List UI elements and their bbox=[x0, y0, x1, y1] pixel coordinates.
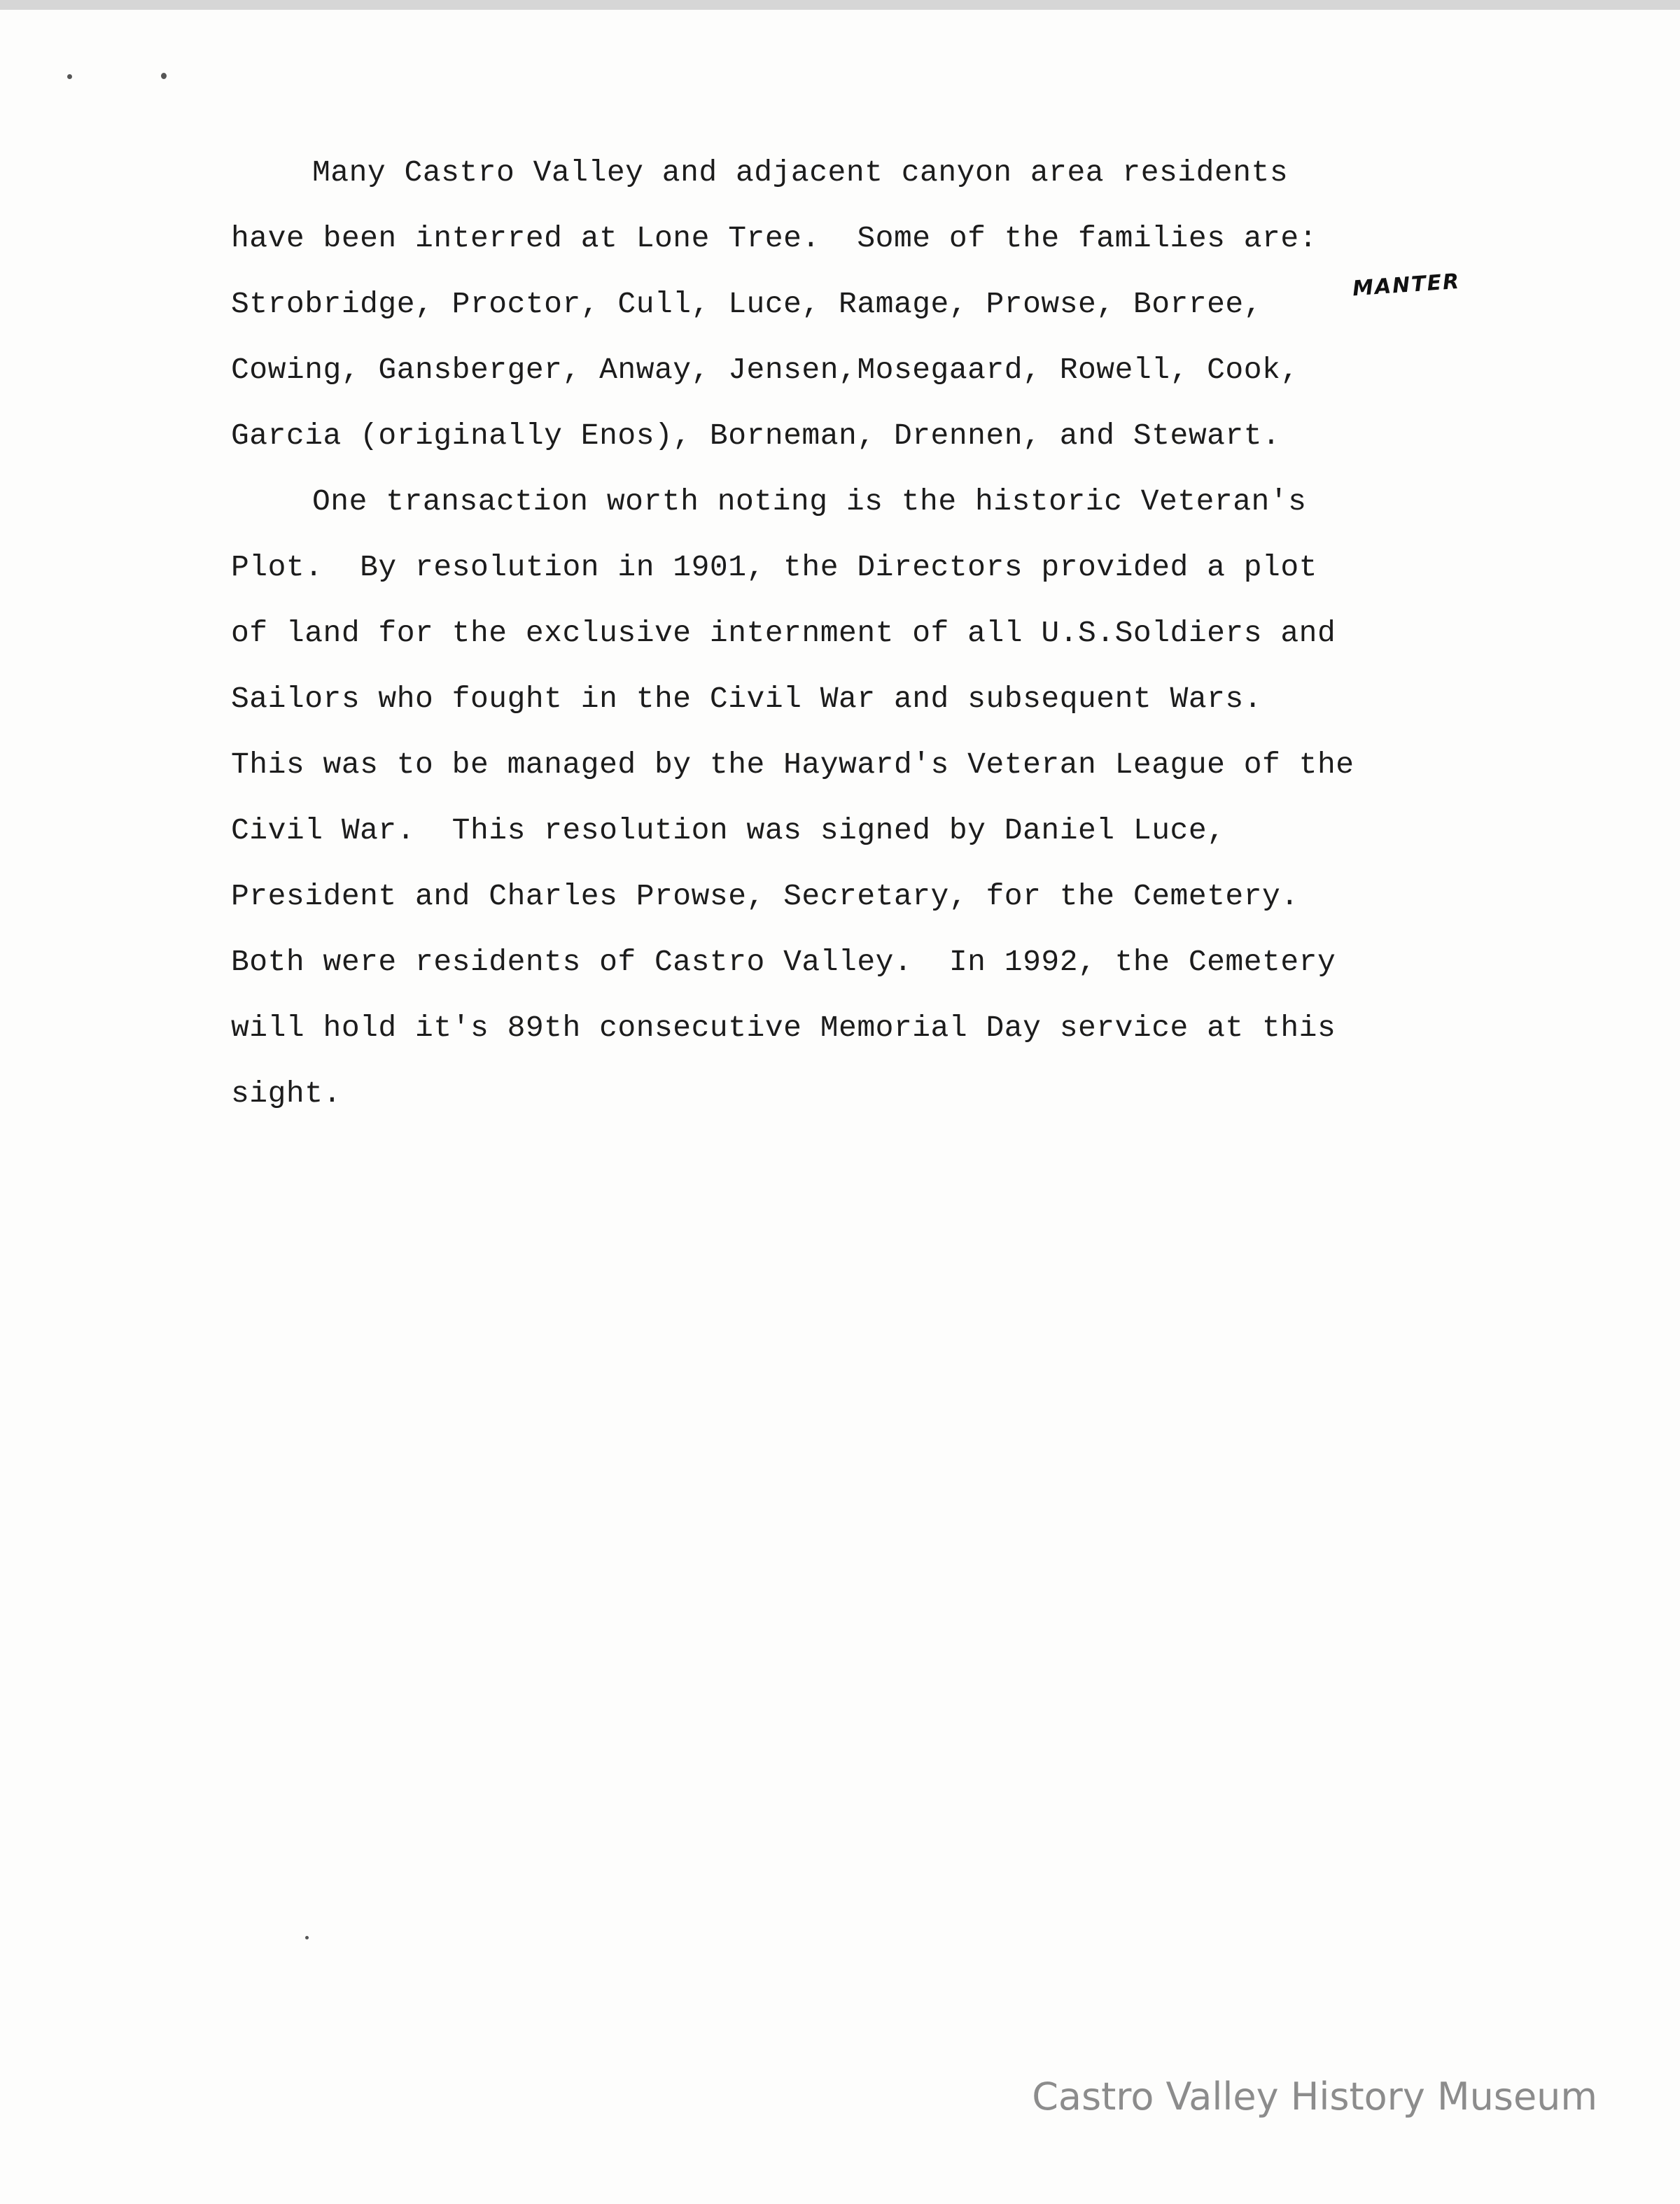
handwritten-annotation: MANTER bbox=[1351, 269, 1462, 302]
paragraph-2-line-10: sight. bbox=[231, 1076, 342, 1111]
paragraph-2-line-9: will hold it's 89th consecutive Memorial Day service at this bbox=[231, 1011, 1336, 1045]
watermark: Castro Valley History Museum bbox=[1032, 2075, 1597, 2119]
paper-speck bbox=[67, 74, 72, 79]
paragraph-1-line-1: Many Castro Valley and adjacent canyon area residents bbox=[312, 155, 1289, 190]
paragraph-1-line-3: Strobridge, Proctor, Cull, Luce, Ramage, Prowse, Borree, bbox=[231, 287, 1263, 321]
paragraph-2-line-1: One transaction worth noting is the historic Veteran's bbox=[312, 484, 1307, 519]
paragraph-2-line-8: Both were residents of Castro Valley. In 1992, the Cemetery bbox=[231, 945, 1336, 979]
paragraph-1-line-2: have been interred at Lone Tree. Some of the families are: bbox=[231, 221, 1317, 255]
paragraph-2-line-7: President and Charles Prowse, Secretary, for the Cemetery. bbox=[231, 879, 1299, 913]
paragraph-2-line-5: This was to be managed by the Hayward's Veteran League of the bbox=[231, 747, 1354, 782]
scan-top-edge bbox=[0, 0, 1680, 10]
paragraph-2-line-6: Civil War. This resolution was signed by Daniel Luce, bbox=[231, 813, 1226, 848]
paragraph-2-line-3: of land for the exclusive internment of all U.S.Soldiers and bbox=[231, 616, 1336, 650]
paper-speck bbox=[161, 73, 167, 79]
document-page bbox=[0, 10, 1680, 2204]
paper-speck bbox=[305, 1936, 309, 1939]
paragraph-1-line-4: Cowing, Gansberger, Anway, Jensen,Mosegaard, Rowell, Cook, bbox=[231, 353, 1299, 387]
paragraph-2-line-4: Sailors who fought in the Civil War and subsequent Wars. bbox=[231, 682, 1263, 716]
paragraph-2-line-2: Plot. By resolution in 1901, the Directors provided a plot bbox=[231, 550, 1317, 584]
document-body bbox=[231, 140, 1533, 1127]
paragraph-1-line-5: Garcia (originally Enos), Borneman, Drennen, and Stewart. bbox=[231, 419, 1281, 453]
